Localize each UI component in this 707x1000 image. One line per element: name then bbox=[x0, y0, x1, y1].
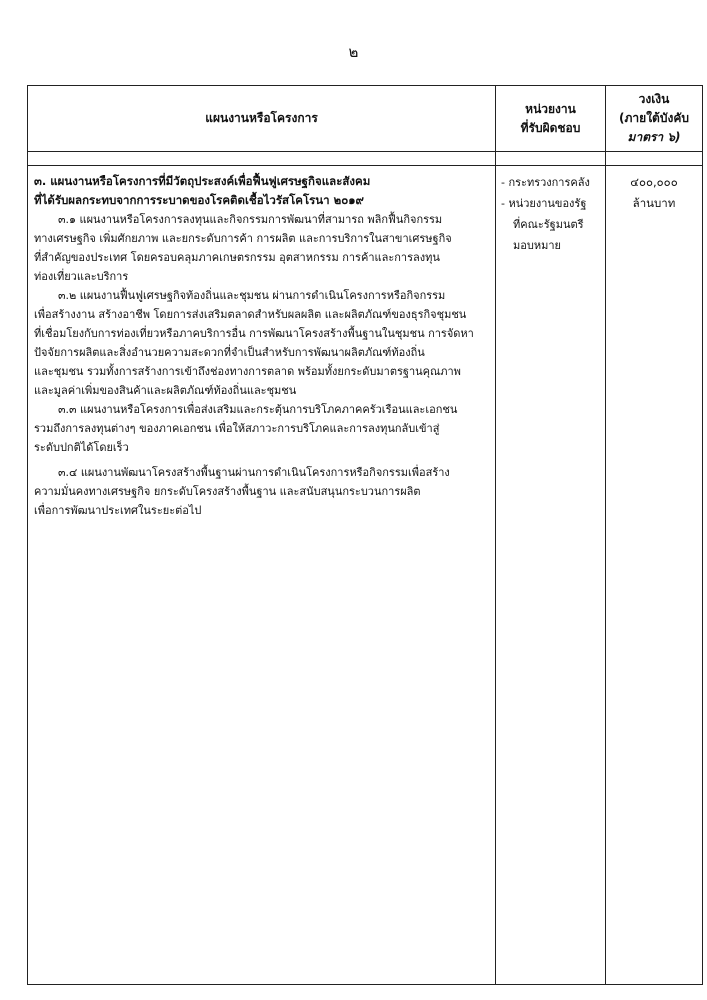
section-title bbox=[34, 172, 489, 210]
agency-state-agencies bbox=[501, 193, 601, 256]
table-spacer-row bbox=[28, 152, 703, 166]
header-agency-line: ที่รับผิดชอบ bbox=[520, 120, 581, 135]
amount-unit: ล้านบาท bbox=[632, 196, 676, 210]
plan-line: และชุมชน รวมทั้งการสร้างการเข้าถึงช่องทางการตลาด พร้อมทั้งยกระดับมาตรฐานคุณภาพ bbox=[34, 365, 461, 378]
plan-item-3-3 bbox=[34, 400, 489, 457]
plan-line: เพื่อการพัฒนาประเทศในระยะต่อไป bbox=[34, 504, 202, 517]
table-header-row bbox=[28, 86, 703, 152]
plan-line: ทางเศรษฐกิจ เพิ่มศักยภาพ และยกระดับการค้า การผลิต และการบริการในสาขาเศรษฐกิจ bbox=[34, 232, 452, 245]
plan-line: และมูลค่าเพิ่มของสินค้าและผลิตภัณฑ์ท้องถิ่นและชุมชน bbox=[34, 384, 297, 397]
agency-line: ที่คณะรัฐมนตรี bbox=[513, 218, 584, 231]
header-agency bbox=[496, 86, 606, 152]
page-number: ๒ bbox=[348, 43, 359, 61]
table-body-row bbox=[28, 166, 703, 985]
plan-line: ที่สำคัญของประเทศ โดยครอบคลุมภาคเกษตรกรรม อุตสาหกรรม การค้าและการลงทุน bbox=[34, 251, 440, 264]
plan-item-3-2 bbox=[34, 286, 489, 400]
plan-item-3-1 bbox=[34, 210, 489, 286]
section-title-line: ที่ได้รับผลกระทบจากการระบาดของโรคติดเชื้อไวรัสโคโรนา ๒๐๑๙ bbox=[34, 193, 364, 207]
plan-item-3-4 bbox=[34, 463, 489, 520]
section-title-line: ๓. แผนงานหรือโครงการที่มีวัตถุประสงค์เพื่อฟื้นฟูเศรษฐกิจและสังคม bbox=[34, 174, 371, 188]
plan-line: ๓.๑ แผนงานหรือโครงการลงทุนและกิจกรรมการพัฒนาที่สามารถ พลิกฟื้นกิจกรรม bbox=[58, 213, 443, 226]
plan-line: ๓.๔ แผนงานพัฒนาโครงสร้างพื้นฐานผ่านการดำเนินโครงการหรือกิจกรรมเพื่อสร้าง bbox=[58, 466, 450, 479]
header-amount-line: มาตรา ๖) bbox=[627, 130, 681, 144]
agency-finance-ministry: - กระทรวงการคลัง bbox=[501, 176, 590, 189]
header-plan: แผนงานหรือโครงการ bbox=[28, 86, 496, 152]
header-agency-line: หน่วยงาน bbox=[525, 101, 576, 116]
amount-value: ๔๐๐,๐๐๐ bbox=[630, 175, 678, 189]
budget-table bbox=[27, 85, 703, 985]
plan-line: ปัจจัยการผลิตและสิ่งอำนวยความสะดวกที่จำเป็นสำหรับการพัฒนาผลิตภัณฑ์ท้องถิ่น bbox=[34, 346, 425, 359]
header-amount-line: (ภายใต้บังคับ bbox=[619, 111, 689, 125]
plan-line: รวมถึงการลงทุนต่างๆ ของภาคเอกชน เพื่อให้สภาวะการบริโภคและการลงทุนกลับเข้าสู่ bbox=[34, 422, 440, 435]
agency-line: มอบหมาย bbox=[513, 239, 561, 252]
plan-line: ๓.๓ แผนงานหรือโครงการเพื่อส่งเสริมและกระตุ้นการบริโภคภาคครัวเรือนและเอกชน bbox=[58, 403, 458, 416]
plan-line: ความมั่นคงทางเศรษฐกิจ ยกระดับโครงสร้างพื้นฐาน และสนับสนุนกระบวนการผลิต bbox=[34, 485, 421, 498]
agency-line: - หน่วยงานของรัฐ bbox=[501, 197, 587, 210]
plan-line: ท่องเที่ยวและบริการ bbox=[34, 270, 129, 283]
plan-line: ที่เชื่อมโยงกับการท่องเที่ยวหรือภาคบริการอื่น การพัฒนาโครงสร้างพื้นฐานในชุมชน การจัดหา bbox=[34, 327, 474, 340]
plan-line: ระดับปกติได้โดยเร็ว bbox=[34, 441, 129, 454]
header-amount-line: วงเงิน bbox=[638, 92, 670, 106]
amount-cell bbox=[606, 166, 703, 985]
plan-line: ๓.๒ แผนงานฟื้นฟูเศรษฐกิจท้องถิ่นและชุมชน ผ่านการดำเนินโครงการหรือกิจกรรม bbox=[58, 289, 446, 302]
plan-cell bbox=[28, 166, 496, 985]
agency-cell bbox=[496, 166, 606, 985]
plan-line: เพื่อสร้างงาน สร้างอาชีพ โดยการส่งเสริมตลาดสำหรับผลผลิต และผลิตภัณฑ์ของธุรกิจชุมชน bbox=[34, 308, 467, 321]
header-amount bbox=[606, 86, 703, 152]
